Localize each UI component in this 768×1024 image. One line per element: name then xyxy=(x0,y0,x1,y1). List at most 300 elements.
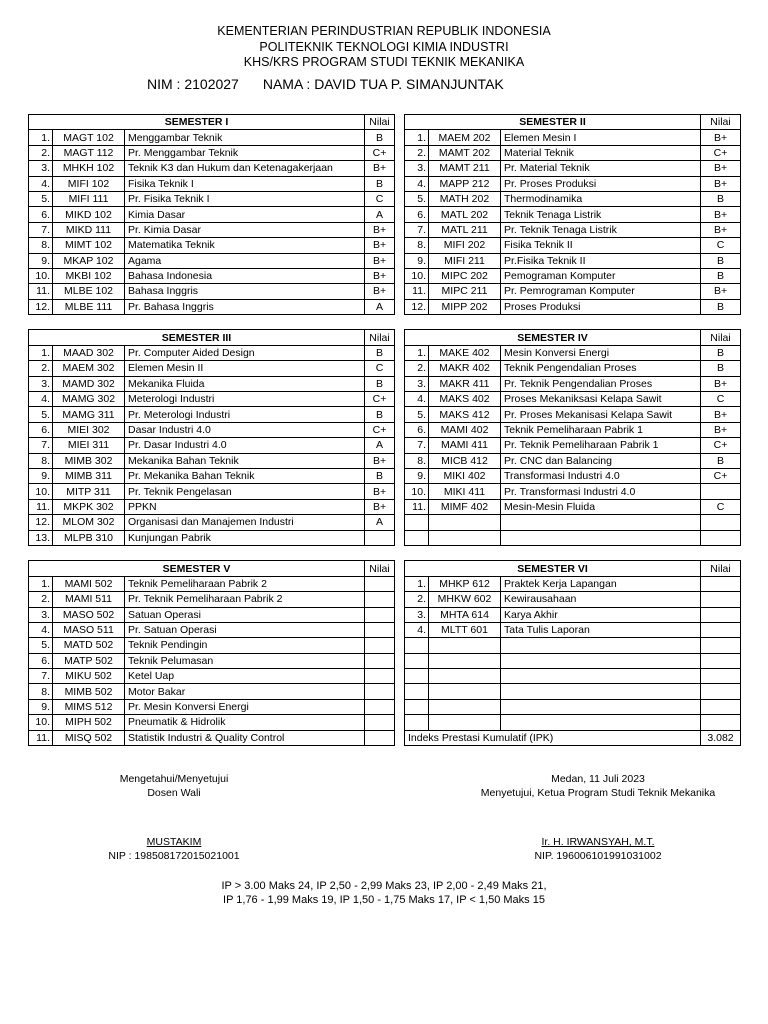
course-number: 7. xyxy=(29,222,53,237)
course-row xyxy=(405,653,741,668)
course-code: MAKS 402 xyxy=(429,392,501,407)
spacer-cell xyxy=(29,545,395,560)
course-name: Fisika Teknik I xyxy=(125,176,365,191)
semester-table-left xyxy=(28,114,395,746)
course-name xyxy=(501,530,701,545)
course-row xyxy=(405,392,741,407)
course-name: Pr. Meterologi Industri xyxy=(125,407,365,422)
course-number: 4. xyxy=(29,622,53,637)
course-name: Pr. Pemrograman Komputer xyxy=(501,284,701,299)
course-name: Pr. Teknik Pemeliharaan Pabrik 2 xyxy=(125,592,365,607)
course-number: 1. xyxy=(405,130,429,145)
course-grade: B+ xyxy=(701,130,741,145)
course-grade: B+ xyxy=(701,207,741,222)
course-grade: B+ xyxy=(365,253,395,268)
course-row xyxy=(29,392,395,407)
course-name xyxy=(501,638,701,653)
course-grade: B xyxy=(701,299,741,314)
semester-table-right xyxy=(404,114,741,746)
course-row xyxy=(29,638,395,653)
course-code: MIFI 111 xyxy=(53,191,125,206)
course-grade: B xyxy=(701,268,741,283)
course-number: 3. xyxy=(405,161,429,176)
course-code: MHKW 602 xyxy=(429,592,501,607)
course-row xyxy=(29,699,395,714)
course-name xyxy=(501,515,701,530)
course-number: 7. xyxy=(29,438,53,453)
spacer-row xyxy=(405,545,741,560)
course-code xyxy=(429,530,501,545)
course-number: 3. xyxy=(29,376,53,391)
course-code: MIEI 302 xyxy=(53,422,125,437)
course-number xyxy=(405,515,429,530)
course-name: Pr.Fisika Teknik II xyxy=(501,253,701,268)
course-code: MIFI 211 xyxy=(429,253,501,268)
course-name: Matematika Teknik xyxy=(125,238,365,253)
course-number: 1. xyxy=(405,576,429,591)
course-row xyxy=(29,438,395,453)
course-code xyxy=(429,653,501,668)
course-name: PPKN xyxy=(125,499,365,514)
course-row xyxy=(405,499,741,514)
course-name: Proses Produksi xyxy=(501,299,701,314)
course-code: MAKR 411 xyxy=(429,376,501,391)
course-row xyxy=(29,361,395,376)
course-grade xyxy=(701,607,741,622)
semester-header-row xyxy=(29,561,395,576)
course-grade xyxy=(365,638,395,653)
course-number xyxy=(405,684,429,699)
course-row xyxy=(405,699,741,714)
ministry-title: KEMENTERIAN PERINDUSTRIAN REPUBLIK INDONESIA xyxy=(217,24,551,38)
course-name xyxy=(501,669,701,684)
course-row xyxy=(29,238,395,253)
course-grade: B+ xyxy=(701,176,741,191)
course-name: Material Teknik xyxy=(501,145,701,160)
course-name xyxy=(501,699,701,714)
spacer-cell xyxy=(29,315,395,330)
course-grade: C xyxy=(701,499,741,514)
course-name: Motor Bakar xyxy=(125,684,365,699)
course-code: MIKI 402 xyxy=(429,468,501,483)
course-grade: B xyxy=(365,407,395,422)
course-name: Pr. Material Teknik xyxy=(501,161,701,176)
course-code: MIMT 102 xyxy=(53,238,125,253)
course-code: MICB 412 xyxy=(429,453,501,468)
semester-title: SEMESTER III xyxy=(29,330,365,345)
course-code: MAEM 202 xyxy=(429,130,501,145)
institution-title: POLITEKNIK TEKNOLOGI KIMIA INDUSTRI xyxy=(259,39,509,54)
course-row xyxy=(29,284,395,299)
course-grade xyxy=(365,622,395,637)
spacer-row xyxy=(405,315,741,330)
course-grade: B+ xyxy=(365,222,395,237)
course-name: Pr. Kimia Dasar xyxy=(125,222,365,237)
course-grade xyxy=(701,576,741,591)
course-number: 6. xyxy=(405,207,429,222)
course-code: MLBE 111 xyxy=(53,299,125,314)
course-name: Teknik Pemeliharaan Pabrik 1 xyxy=(501,422,701,437)
course-number: 10. xyxy=(29,484,53,499)
course-number: 8. xyxy=(29,238,53,253)
course-code: MIEI 311 xyxy=(53,438,125,453)
course-code: MAMI 511 xyxy=(53,592,125,607)
course-row xyxy=(405,191,741,206)
course-grade xyxy=(365,669,395,684)
course-code: MIMF 402 xyxy=(429,499,501,514)
course-row xyxy=(29,484,395,499)
spacer-cell xyxy=(405,545,741,560)
course-code: MATL 202 xyxy=(429,207,501,222)
course-name: Pneumatik & Hidrolik xyxy=(125,715,365,730)
course-row xyxy=(29,376,395,391)
course-number: 1. xyxy=(405,345,429,360)
course-code: MIMS 512 xyxy=(53,699,125,714)
course-grade: C+ xyxy=(701,145,741,160)
head-role: Menyetujui, Ketua Program Studi Teknik Mekanika xyxy=(480,787,716,799)
course-grade: B+ xyxy=(365,453,395,468)
semester-header-row xyxy=(405,115,741,130)
course-row xyxy=(405,684,741,699)
course-code: MAAD 302 xyxy=(53,345,125,360)
course-grade: C xyxy=(701,238,741,253)
course-code: MIKD 102 xyxy=(53,207,125,222)
course-code: MIPC 202 xyxy=(429,268,501,283)
student-nim: NIM : 2102027 xyxy=(147,76,239,92)
course-grade: C xyxy=(365,361,395,376)
course-name: Teknik Pemeliharaan Pabrik 2 xyxy=(125,576,365,591)
credit-limit-note xyxy=(0,879,768,907)
course-code: MAKR 402 xyxy=(429,361,501,376)
course-name: Pemograman Komputer xyxy=(501,268,701,283)
course-row xyxy=(405,592,741,607)
course-code: MAMI 402 xyxy=(429,422,501,437)
course-code: MASO 511 xyxy=(53,622,125,637)
course-row xyxy=(405,638,741,653)
course-row xyxy=(29,499,395,514)
note-line-1: IP > 3.00 Maks 24, IP 2,50 - 2,99 Maks 23, IP 2,00 - 2,49 Maks 21, xyxy=(221,880,547,892)
course-row xyxy=(405,669,741,684)
course-number: 10. xyxy=(29,268,53,283)
course-code: MLOM 302 xyxy=(53,515,125,530)
course-row xyxy=(29,607,395,622)
course-number: 5. xyxy=(29,407,53,422)
course-row xyxy=(29,468,395,483)
course-name: Pr. Mekanika Bahan Teknik xyxy=(125,468,365,483)
course-name xyxy=(501,653,701,668)
course-grade: A xyxy=(365,299,395,314)
course-row xyxy=(405,607,741,622)
course-name: Mesin Konversi Energi xyxy=(501,345,701,360)
course-row xyxy=(29,592,395,607)
course-number: 5. xyxy=(29,638,53,653)
course-code: MATH 202 xyxy=(429,191,501,206)
document-header xyxy=(0,24,768,71)
course-row xyxy=(405,530,741,545)
course-grade: C+ xyxy=(365,145,395,160)
course-name: Teknik Pelumasan xyxy=(125,653,365,668)
semester-title: SEMESTER VI xyxy=(405,561,701,576)
course-row xyxy=(405,299,741,314)
course-code: MAMT 202 xyxy=(429,145,501,160)
course-code: MAEM 302 xyxy=(53,361,125,376)
course-code: MLPB 310 xyxy=(53,530,125,545)
course-code: MASO 502 xyxy=(53,607,125,622)
course-grade: B xyxy=(701,191,741,206)
course-code: MAMD 302 xyxy=(53,376,125,391)
course-number: 8. xyxy=(405,453,429,468)
spacer-cell xyxy=(405,315,741,330)
course-row xyxy=(405,207,741,222)
course-code: MIFI 202 xyxy=(429,238,501,253)
course-row xyxy=(29,145,395,160)
course-number: 8. xyxy=(29,684,53,699)
course-grade: B xyxy=(701,453,741,468)
course-row xyxy=(405,268,741,283)
course-number: 12. xyxy=(29,515,53,530)
course-number xyxy=(405,653,429,668)
course-grade xyxy=(701,515,741,530)
signature-right xyxy=(440,772,756,800)
course-grade: B xyxy=(701,361,741,376)
course-code xyxy=(429,715,501,730)
semester-header-row xyxy=(405,330,741,345)
student-name: NAMA : DAVID TUA P. SIMANJUNTAK xyxy=(262,76,504,92)
course-code xyxy=(429,515,501,530)
course-grade: B+ xyxy=(701,376,741,391)
course-name: Statistik Industri & Quality Control xyxy=(125,730,365,745)
course-row xyxy=(29,653,395,668)
course-row xyxy=(405,253,741,268)
course-grade: B+ xyxy=(701,407,741,422)
course-row xyxy=(405,407,741,422)
semester-title: SEMESTER I xyxy=(29,115,365,130)
course-code: MIMB 302 xyxy=(53,453,125,468)
course-code: MLBE 102 xyxy=(53,284,125,299)
course-name xyxy=(501,715,701,730)
course-name: Pr. Teknik Pengendalian Proses xyxy=(501,376,701,391)
course-grade xyxy=(365,684,395,699)
course-grade xyxy=(701,653,741,668)
course-row xyxy=(29,268,395,283)
ipk-label: Indeks Prestasi Kumulatif (IPK) xyxy=(405,730,701,745)
course-name: Pr. Menggambar Teknik xyxy=(125,145,365,160)
course-grade: B+ xyxy=(365,161,395,176)
advisor-name: MUSTAKIM xyxy=(146,836,202,848)
course-code: MIPH 502 xyxy=(53,715,125,730)
course-grade: B xyxy=(701,253,741,268)
course-name: Pr. Transformasi Industri 4.0 xyxy=(501,484,701,499)
course-number: 2. xyxy=(29,361,53,376)
course-code: MIKU 502 xyxy=(53,669,125,684)
course-code: MAKS 412 xyxy=(429,407,501,422)
course-row xyxy=(405,176,741,191)
course-code: MHTA 614 xyxy=(429,607,501,622)
course-number: 2. xyxy=(29,592,53,607)
course-grade xyxy=(701,684,741,699)
course-name: Transformasi Industri 4.0 xyxy=(501,468,701,483)
course-grade xyxy=(701,484,741,499)
course-code: MIMB 311 xyxy=(53,468,125,483)
course-number xyxy=(405,638,429,653)
course-name: Pr. Dasar Industri 4.0 xyxy=(125,438,365,453)
course-number: 4. xyxy=(405,622,429,637)
course-number: 1. xyxy=(29,345,53,360)
semester-title: SEMESTER V xyxy=(29,561,365,576)
course-grade: A xyxy=(365,438,395,453)
course-code: MATL 211 xyxy=(429,222,501,237)
course-grade: B xyxy=(365,176,395,191)
course-grade xyxy=(365,592,395,607)
course-grade xyxy=(701,638,741,653)
student-identity xyxy=(147,76,528,92)
course-code: MAMT 211 xyxy=(429,161,501,176)
course-number: 13. xyxy=(29,530,53,545)
course-code xyxy=(429,669,501,684)
course-name: Dasar Industri 4.0 xyxy=(125,422,365,437)
course-name: Pr. Teknik Pengelasan xyxy=(125,484,365,499)
course-row xyxy=(405,130,741,145)
course-grade: B+ xyxy=(365,268,395,283)
course-row xyxy=(405,161,741,176)
course-code: MATD 502 xyxy=(53,638,125,653)
course-row xyxy=(29,715,395,730)
course-number xyxy=(405,669,429,684)
head-name: Ir. H. IRWANSYAH, M.T. xyxy=(541,836,655,848)
course-name: Pr. Teknik Tenaga Listrik xyxy=(501,222,701,237)
course-row xyxy=(29,130,395,145)
course-grade xyxy=(365,699,395,714)
course-code: MAGT 112 xyxy=(53,145,125,160)
course-number: 9. xyxy=(29,468,53,483)
nilai-header: Nilai xyxy=(701,561,741,576)
course-code: MIPC 211 xyxy=(429,284,501,299)
course-grade: A xyxy=(365,207,395,222)
semester-header-row xyxy=(29,330,395,345)
course-number: 4. xyxy=(405,392,429,407)
course-name: Bahasa Inggris xyxy=(125,284,365,299)
course-number: 4. xyxy=(29,392,53,407)
course-code: MHKH 102 xyxy=(53,161,125,176)
course-grade: B xyxy=(365,376,395,391)
course-name: Ketel Uap xyxy=(125,669,365,684)
course-name: Praktek Kerja Lapangan xyxy=(501,576,701,591)
course-name: Proses Mekaniksasi Kelapa Sawit xyxy=(501,392,701,407)
course-code: MLTT 601 xyxy=(429,622,501,637)
course-row xyxy=(29,453,395,468)
course-code xyxy=(429,684,501,699)
course-name: Fisika Teknik II xyxy=(501,238,701,253)
course-number: 5. xyxy=(29,191,53,206)
course-grade: C+ xyxy=(365,422,395,437)
place-date: Medan, 11 Juli 2023 xyxy=(551,773,645,785)
course-name: Mekanika Fluida xyxy=(125,376,365,391)
course-grade xyxy=(365,576,395,591)
course-name: Kimia Dasar xyxy=(125,207,365,222)
course-name: Pr. Mesin Konversi Energi xyxy=(125,699,365,714)
course-name: Kewirausahaan xyxy=(501,592,701,607)
course-grade: B+ xyxy=(701,422,741,437)
signature-left xyxy=(90,772,258,800)
course-grade: C+ xyxy=(701,438,741,453)
semester-title: SEMESTER IV xyxy=(405,330,701,345)
course-row xyxy=(405,284,741,299)
course-grade: B+ xyxy=(701,284,741,299)
approval-label: Mengetahui/Menyetujui xyxy=(119,773,229,785)
course-number: 12. xyxy=(29,299,53,314)
course-code: MIFI 102 xyxy=(53,176,125,191)
course-name: Meterologi Industri xyxy=(125,392,365,407)
course-code: MKBI 102 xyxy=(53,268,125,283)
course-number: 3. xyxy=(405,607,429,622)
course-name: Pr. Proses Mekanisasi Kelapa Sawit xyxy=(501,407,701,422)
course-number: 9. xyxy=(29,253,53,268)
course-number: 8. xyxy=(29,453,53,468)
course-number xyxy=(405,699,429,714)
course-number: 5. xyxy=(405,191,429,206)
course-number: 7. xyxy=(405,222,429,237)
course-name: Organisasi dan Manajemen Industri xyxy=(125,515,365,530)
advisor-role: Dosen Wali xyxy=(147,787,201,799)
course-grade: B xyxy=(365,468,395,483)
course-code: MAGT 102 xyxy=(53,130,125,145)
course-code: MAPP 212 xyxy=(429,176,501,191)
course-row xyxy=(405,376,741,391)
course-row xyxy=(29,407,395,422)
course-grade: C xyxy=(365,191,395,206)
course-name: Pr. Teknik Pemeliharaan Pabrik 1 xyxy=(501,438,701,453)
course-code xyxy=(429,699,501,714)
nilai-header: Nilai xyxy=(365,115,395,130)
course-name: Pr. Bahasa Inggris xyxy=(125,299,365,314)
course-row xyxy=(29,515,395,530)
course-row xyxy=(29,684,395,699)
course-grade: B+ xyxy=(701,222,741,237)
head-nip: NIP. 196006101991031002 xyxy=(534,850,662,862)
course-name: Kunjungan Pabrik xyxy=(125,530,365,545)
course-code: MATP 502 xyxy=(53,653,125,668)
course-name: Teknik Tenaga Listrik xyxy=(501,207,701,222)
course-grade: B+ xyxy=(365,499,395,514)
course-row xyxy=(29,253,395,268)
ipk-value: 3.082 xyxy=(701,730,741,745)
course-name: Pr. Computer Aided Design xyxy=(125,345,365,360)
course-code: MIMB 502 xyxy=(53,684,125,699)
course-row xyxy=(405,484,741,499)
course-row xyxy=(405,515,741,530)
course-name: Thermodinamika xyxy=(501,191,701,206)
course-row xyxy=(29,345,395,360)
course-code: MAMG 302 xyxy=(53,392,125,407)
course-row xyxy=(405,345,741,360)
course-grade xyxy=(365,653,395,668)
course-name: Teknik K3 dan Hukum dan Ketenagakerjaan xyxy=(125,161,365,176)
course-number: 2. xyxy=(405,592,429,607)
course-grade: B+ xyxy=(701,161,741,176)
signature-left-name-block xyxy=(60,835,288,863)
course-code: MKAP 102 xyxy=(53,253,125,268)
semester-title: SEMESTER II xyxy=(405,115,701,130)
course-number: 6. xyxy=(29,422,53,437)
program-title: KHS/KRS PROGRAM STUDI TEKNIK MEKANIKA xyxy=(243,55,525,69)
course-row xyxy=(405,422,741,437)
semester-header-row xyxy=(29,115,395,130)
signature-right-name-block xyxy=(480,835,716,863)
course-number: 11. xyxy=(405,284,429,299)
course-number: 8. xyxy=(405,238,429,253)
course-name: Tata Tulis Laporan xyxy=(501,622,701,637)
course-code: MHKP 612 xyxy=(429,576,501,591)
